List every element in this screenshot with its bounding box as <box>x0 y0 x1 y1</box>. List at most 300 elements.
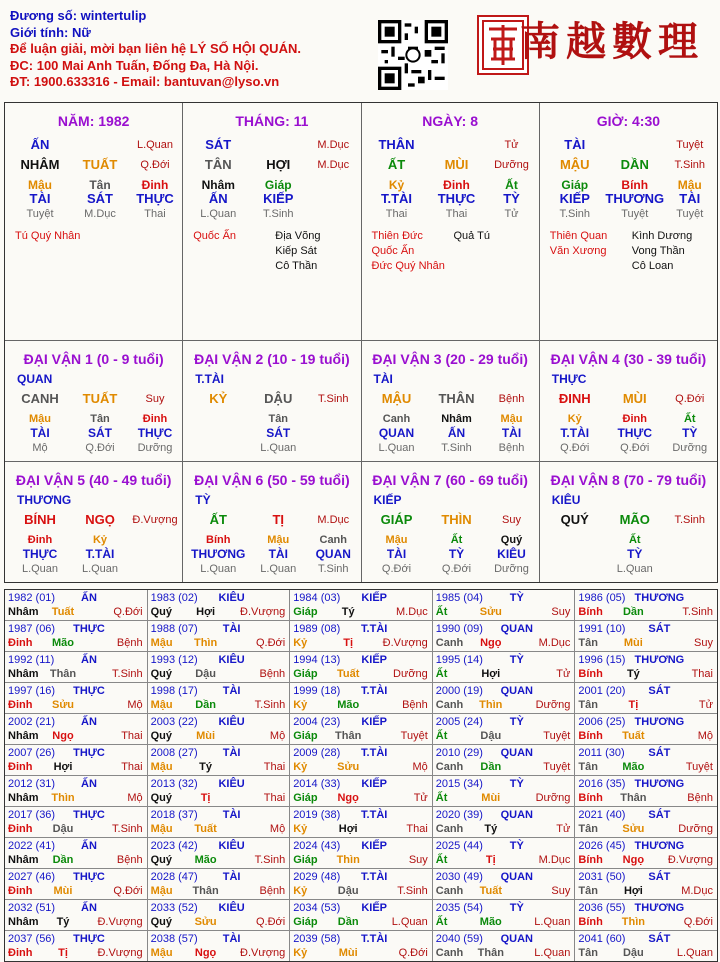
year-stem: Mậu <box>150 823 173 835</box>
year-god: SÁT <box>648 933 671 945</box>
pillar-stem: TÂN <box>204 157 232 172</box>
life-stage: T.Sinh <box>317 563 349 575</box>
year-stem: Bính <box>578 606 603 618</box>
year-god: KIẾP <box>361 902 388 914</box>
year-label: 2020 (39) <box>435 809 483 821</box>
year-cell <box>575 900 717 930</box>
hidden-god: TỲ <box>448 547 465 561</box>
year-label: 2015 (34) <box>435 778 483 790</box>
year-cell <box>433 621 576 651</box>
year-stem: Giáp <box>293 792 318 804</box>
star-left: Quốc Ấn <box>371 245 415 257</box>
year-branch: Dần <box>195 699 216 711</box>
hidden-god: TÀI <box>268 547 288 561</box>
hidden-stem: Nhâm <box>441 413 472 425</box>
year-stem: Canh <box>435 637 464 649</box>
year-branch: Mão <box>479 916 502 928</box>
life-stage: Tuyệt <box>26 208 54 220</box>
dai-van-stem: MẬU <box>381 391 412 406</box>
year-branch: Dậu <box>337 885 359 897</box>
pillar-top-god: ẤN <box>30 137 50 152</box>
year-god: THỰC <box>73 623 105 635</box>
dai-van-title: ĐẠI VẬN 8 (70 - 79 tuổi) <box>550 472 707 488</box>
year-cell <box>290 776 433 806</box>
year-god: ẤN <box>81 592 97 604</box>
year-branch: Tuất <box>336 668 360 680</box>
year-god: THỰC <box>73 747 105 759</box>
year-god: TỲ <box>509 840 524 852</box>
year-branch: Tý <box>626 668 640 680</box>
year-label: 2014 (33) <box>293 778 341 790</box>
year-stem: Quý <box>150 916 172 928</box>
hidden-god: THỰC <box>136 191 174 206</box>
pillar-top-state: Tử <box>504 139 519 151</box>
year-state: Đ.Vượng <box>97 947 143 959</box>
year-state: Q.Đới <box>255 637 286 649</box>
year-branch: Mão <box>622 761 645 773</box>
year-state: Mộ <box>697 730 713 742</box>
year-state: M.Dục <box>681 885 713 897</box>
year-stem: Tân <box>578 637 598 649</box>
hidden-god: TỲ <box>503 191 520 206</box>
hidden-stem: Giáp <box>561 178 589 192</box>
year-stem: Mậu <box>150 761 173 773</box>
year-state: Bệnh <box>116 637 143 649</box>
year-branch: Tuất <box>479 885 502 897</box>
star-right: Kình Dương <box>631 230 693 242</box>
year-cell <box>433 745 576 775</box>
dai-van-branch: TUẤT <box>82 391 118 406</box>
year-label: 1984 (03) <box>293 592 341 604</box>
hidden-stem: Kỷ <box>92 534 108 546</box>
year-branch: Thân <box>192 885 219 897</box>
year-god: KIÊU <box>218 716 245 728</box>
year-cell <box>290 621 433 651</box>
hidden-stem: Quý <box>500 534 523 546</box>
year-cell <box>148 776 291 806</box>
hidden-stem: Nhâm <box>201 178 235 192</box>
year-god: T.TÀI <box>361 933 388 945</box>
year-label: 2013 (32) <box>150 778 198 790</box>
year-label: 2026 (45) <box>578 840 626 852</box>
year-branch: Dần <box>480 761 502 773</box>
year-label: 1986 (05) <box>578 592 626 604</box>
year-stem: Đinh <box>8 699 33 711</box>
year-label: 2022 (41) <box>8 840 56 852</box>
year-stem: Quý <box>150 668 172 680</box>
year-state: Bệnh <box>259 668 286 680</box>
gender-line: Giới tính: Nữ <box>10 24 91 40</box>
year-god: TỲ <box>509 592 524 604</box>
year-state: Đ.Vượng <box>667 854 713 866</box>
year-god: THỰC <box>73 871 105 883</box>
year-god: KIÊU <box>218 840 245 852</box>
hidden-stem: Mậu <box>385 534 408 546</box>
year-stem: Mậu <box>150 947 173 959</box>
dai-van-title: ĐẠI VẬN 6 (50 - 59 tuổi) <box>194 472 350 488</box>
hidden-god: T.TÀI <box>85 547 115 561</box>
year-god: QUAN <box>500 871 533 883</box>
year-stem: Kỷ <box>293 699 308 711</box>
hidden-stem: Đinh <box>443 178 470 192</box>
star-left: Đức Quý Nhân <box>371 260 445 272</box>
hidden-stem: Đinh <box>27 534 53 546</box>
year-label: 2040 (59) <box>435 933 483 945</box>
year-branch: Mùi <box>623 637 643 649</box>
year-state: M.Dục <box>538 637 571 649</box>
year-state: Thai <box>406 823 428 835</box>
year-label: 2033 (52) <box>150 902 198 914</box>
pillar-top-god: SÁT <box>205 137 232 152</box>
life-stage: T.Sinh <box>559 208 591 220</box>
dai-van-stem: ĐINH <box>558 391 591 406</box>
year-state: Tử <box>413 792 428 804</box>
year-branch: Thìn <box>479 699 503 711</box>
dai-van-state: Bệnh <box>498 393 525 405</box>
year-row <box>5 590 717 620</box>
year-cell <box>290 745 433 775</box>
year-label: 2017 (36) <box>8 809 56 821</box>
year-god: T.TÀI <box>361 747 388 759</box>
year-label: 2041 (60) <box>578 933 626 945</box>
year-row <box>5 868 717 899</box>
hidden-god: T.TÀI <box>380 191 413 206</box>
year-row <box>5 713 717 744</box>
dai-van-branch: MÙI <box>622 391 647 406</box>
year-stem: Giáp <box>293 854 318 866</box>
life-stage: Q.Đới <box>441 563 472 575</box>
year-stem: Tân <box>578 699 598 711</box>
star-right: Cô Loan <box>631 260 674 272</box>
year-branch: Hợi <box>338 823 358 835</box>
year-label: 2021 (40) <box>578 809 626 821</box>
year-cell <box>290 714 433 744</box>
year-cell <box>433 869 576 899</box>
year-god: THƯƠNG <box>634 902 685 914</box>
life-stage: Tuyệt <box>676 208 704 220</box>
year-state: Bệnh <box>116 854 143 866</box>
dai-van-stem: BÍNH <box>24 512 56 527</box>
dai-van-god: TÀI <box>373 372 393 386</box>
year-state: Tử <box>698 699 713 711</box>
hidden-stem: Giáp <box>264 178 292 192</box>
year-stem: Giáp <box>293 730 318 742</box>
year-stem: Ất <box>435 916 448 928</box>
year-branch: Sửu <box>337 761 360 773</box>
year-row <box>5 620 717 651</box>
dai-van-branch: NGỌ <box>85 512 115 527</box>
phone-email-line: ĐT: 1900.633316 - Email: bantuvan@lyso.vn <box>10 74 280 89</box>
year-cell <box>575 590 717 620</box>
dai-van-god: TỲ <box>195 493 211 507</box>
year-state: T.Sinh <box>112 823 143 835</box>
hidden-stem: Đinh <box>622 413 647 425</box>
year-stem: Giáp <box>293 668 318 680</box>
dai-van-stem: KỶ <box>209 391 228 406</box>
year-branch: Tý <box>199 761 213 773</box>
life-stage: Q.Đới <box>560 442 590 454</box>
year-stem: Ất <box>435 606 448 618</box>
year-state: Tuyệt <box>685 761 713 773</box>
year-stem: Quý <box>150 606 172 618</box>
year-branch: Mùi <box>338 947 358 959</box>
year-stem: Bính <box>578 730 603 742</box>
year-god: TỲ <box>509 902 524 914</box>
dai-van-state: Suy <box>502 514 521 526</box>
year-branch: Ngọ <box>194 947 217 959</box>
four-pillars-row <box>5 103 717 340</box>
year-god: KIẾP <box>361 840 388 852</box>
dai-van-god: KIẾP <box>373 493 402 507</box>
year-stem: Nhâm <box>8 916 39 928</box>
year-state: Tuyệt <box>543 761 571 773</box>
year-god: TÀI <box>222 747 241 759</box>
year-branch: Dần <box>622 606 644 618</box>
year-state: Mộ <box>127 699 143 711</box>
year-state: Bệnh <box>259 885 286 897</box>
owner-line: Đương số: wintertulip <box>10 8 147 23</box>
year-label: 1982 (01) <box>8 592 56 604</box>
year-god: THƯƠNG <box>634 840 685 852</box>
year-cell <box>575 683 717 713</box>
year-stem: Ất <box>435 730 448 742</box>
year-label: 2002 (21) <box>8 716 56 728</box>
hidden-god: QUAN <box>315 547 351 561</box>
life-stage: L.Quan <box>200 563 237 575</box>
year-label: 2038 (57) <box>150 933 198 945</box>
dai-van-state: Suy <box>145 393 165 405</box>
year-state: T.Sinh <box>397 885 428 897</box>
year-god: ẤN <box>81 778 97 790</box>
life-stage: L.Quan <box>200 208 237 220</box>
year-state: Thai <box>691 668 713 680</box>
dai-van-stem: QUÝ <box>560 512 589 527</box>
year-state: Dưỡng <box>678 823 713 835</box>
year-stem: Kỷ <box>293 761 308 773</box>
year-state: L.Quan <box>676 947 713 959</box>
life-stage: Tuyệt <box>621 208 649 220</box>
hidden-god: THƯƠNG <box>191 547 246 561</box>
dai-van-row-1 <box>5 340 717 461</box>
year-cell <box>5 652 148 682</box>
pillar-branch: MÙI <box>444 157 469 172</box>
year-stem: Đinh <box>8 947 33 959</box>
year-god: KIÊU <box>218 654 245 666</box>
hidden-god: THỰC <box>617 426 653 440</box>
life-stage: Dưỡng <box>494 563 529 575</box>
year-stem: Canh <box>435 885 464 897</box>
dai-van-stem: GIÁP <box>380 512 413 527</box>
year-stem: Tân <box>578 947 598 959</box>
hidden-stem: Mậu <box>267 534 290 546</box>
hidden-stem: Mậu <box>677 178 702 192</box>
life-stage: Mộ <box>32 442 48 454</box>
dai-van-title: ĐẠI VẬN 7 (60 - 69 tuổi) <box>372 472 528 488</box>
year-cell <box>5 590 148 620</box>
hidden-stem: Canh <box>382 413 411 425</box>
year-stem: Quý <box>150 730 172 742</box>
year-cell <box>148 838 291 868</box>
year-state: Đ.Vượng <box>240 947 286 959</box>
year-stem: Kỷ <box>293 885 308 897</box>
dai-van-cell <box>5 341 183 461</box>
year-branch: Thìn <box>336 854 360 866</box>
year-branch: Tị <box>343 637 354 649</box>
life-stage: Q.Đới <box>620 442 650 454</box>
pillar-title: NGÀY: 8 <box>422 113 478 129</box>
year-stem: Mậu <box>150 885 173 897</box>
year-label: 2027 (46) <box>8 871 56 883</box>
year-god: SÁT <box>648 871 671 883</box>
year-god: THƯƠNG <box>634 778 685 790</box>
dai-van-branch: MÃO <box>619 512 650 527</box>
year-god: ẤN <box>81 902 97 914</box>
year-stem: Giáp <box>293 606 318 618</box>
year-state: Mộ <box>269 823 286 835</box>
pillar-title: THÁNG: 11 <box>235 113 309 129</box>
year-label: 2006 (25) <box>578 716 626 728</box>
hidden-stem: Đinh <box>142 413 168 425</box>
hidden-stem: Tân <box>89 178 111 192</box>
year-stem: Đinh <box>8 637 33 649</box>
year-label: 1994 (13) <box>293 654 341 666</box>
hidden-god: T.TÀI <box>560 426 590 440</box>
hidden-god: TÀI <box>501 426 522 440</box>
dai-van-god: THỰC <box>551 372 587 386</box>
year-god: KIẾP <box>361 778 388 790</box>
year-god: THỰC <box>73 809 105 821</box>
year-branch: Tị <box>58 947 68 959</box>
dai-van-stem: ẤT <box>209 512 227 527</box>
hidden-god: ẤN <box>447 426 466 440</box>
dai-van-title: ĐẠI VẬN 5 (40 - 49 tuổi) <box>15 472 172 488</box>
year-stem: Nhâm <box>8 668 39 680</box>
year-stem: Tân <box>578 823 598 835</box>
year-state: Đ.Vượng <box>382 637 428 649</box>
year-stem: Canh <box>435 823 464 835</box>
star-right: Vong Thần <box>631 245 685 257</box>
year-cell <box>575 776 717 806</box>
hidden-god: THỰC <box>22 547 58 561</box>
hidden-stem: Ất <box>505 178 518 192</box>
year-label: 2034 (53) <box>293 902 341 914</box>
pillar-top-state: L.Quan <box>136 139 174 151</box>
year-branch: Hợi <box>623 885 643 897</box>
dai-van-cell <box>5 462 183 582</box>
year-stem: Mậu <box>150 637 173 649</box>
year-label: 1985 (04) <box>435 592 483 604</box>
year-cell <box>148 900 291 930</box>
hidden-god: TỲ <box>627 547 643 561</box>
year-branch: Dậu <box>480 730 502 742</box>
year-label: 2011 (30) <box>578 747 625 759</box>
year-label: 1998 (17) <box>150 685 198 697</box>
hidden-god: THỰC <box>137 426 173 440</box>
year-stem: Nhâm <box>8 730 39 742</box>
qr-code-icon <box>378 20 448 90</box>
year-cell <box>433 590 576 620</box>
year-branch: Tị <box>485 854 496 866</box>
year-god: THƯƠNG <box>634 716 685 728</box>
star-left: Tú Quý Nhân <box>15 230 81 242</box>
year-stem: Quý <box>150 792 172 804</box>
year-row <box>5 837 717 868</box>
star-left: Văn Xương <box>549 245 607 257</box>
year-branch: Ngọ <box>622 854 645 866</box>
year-cell <box>290 652 433 682</box>
pillar-stem: NHÂM <box>20 157 60 172</box>
year-branch: Mùi <box>481 792 501 804</box>
year-god: ẤN <box>81 716 97 728</box>
year-label: 2023 (42) <box>150 840 198 852</box>
year-branch: Tuất <box>51 606 75 618</box>
life-stage: Thai <box>144 208 166 220</box>
year-cell <box>433 838 576 868</box>
star-left: Thiên Quan <box>549 230 608 242</box>
year-branch: Tị <box>628 699 639 711</box>
life-stage: Thai <box>385 208 408 220</box>
year-state: Đ.Vượng <box>240 606 286 618</box>
year-cell <box>575 652 717 682</box>
year-row <box>5 775 717 806</box>
year-cell <box>290 807 433 837</box>
year-label: 2008 (27) <box>150 747 198 759</box>
year-cell <box>575 621 717 651</box>
year-label: 1991 (10) <box>578 623 626 635</box>
year-state: Tử <box>556 823 571 835</box>
year-label: 2032 (51) <box>8 902 56 914</box>
year-cell <box>575 807 717 837</box>
hidden-god: THƯƠNG <box>605 191 665 206</box>
year-label: 2003 (22) <box>150 716 198 728</box>
brand-logo-text: 南越數理 <box>520 18 704 65</box>
dai-van-cell <box>540 341 717 461</box>
hidden-stem: Mậu <box>500 413 523 425</box>
year-state: Thai <box>263 761 286 773</box>
hidden-stem: Ất <box>450 534 463 546</box>
year-state: Thai <box>121 761 143 773</box>
star-right: Kiếp Sát <box>275 245 317 257</box>
dai-van-stem: CANH <box>21 391 59 406</box>
year-label: 2012 (31) <box>8 778 56 790</box>
hidden-god: QUAN <box>378 426 415 440</box>
pillar-top-god: TÀI <box>564 137 586 152</box>
year-row <box>5 682 717 713</box>
year-god: QUAN <box>500 747 533 759</box>
hidden-stem: Canh <box>319 534 347 546</box>
pillar-cell <box>183 103 361 340</box>
year-state: Suy <box>551 606 571 618</box>
dai-van-title: ĐẠI VẬN 1 (0 - 9 tuổi) <box>23 351 164 367</box>
pillar-title: GIỜ: 4:30 <box>596 113 661 129</box>
year-branch: Sửu <box>51 699 75 711</box>
year-state: Mộ <box>269 730 286 742</box>
year-state: Bệnh <box>687 792 713 804</box>
year-stem: Tân <box>578 885 598 897</box>
year-label: 2016 (35) <box>578 778 626 790</box>
year-state: Q.Đới <box>683 916 713 928</box>
dai-van-title: ĐẠI VẬN 4 (30 - 39 tuổi) <box>550 351 707 367</box>
life-stage: Thai <box>445 208 468 220</box>
year-state: Tuyệt <box>543 730 571 742</box>
pillar-stem-state: M.Dục <box>317 159 350 171</box>
dai-van-state: T.Sinh <box>317 393 349 405</box>
year-god: THỰC <box>73 685 105 697</box>
year-branch: Ngọ <box>52 730 74 742</box>
year-cell <box>5 621 148 651</box>
year-label: 1993 (12) <box>150 654 198 666</box>
year-state: Dưỡng <box>535 699 571 711</box>
